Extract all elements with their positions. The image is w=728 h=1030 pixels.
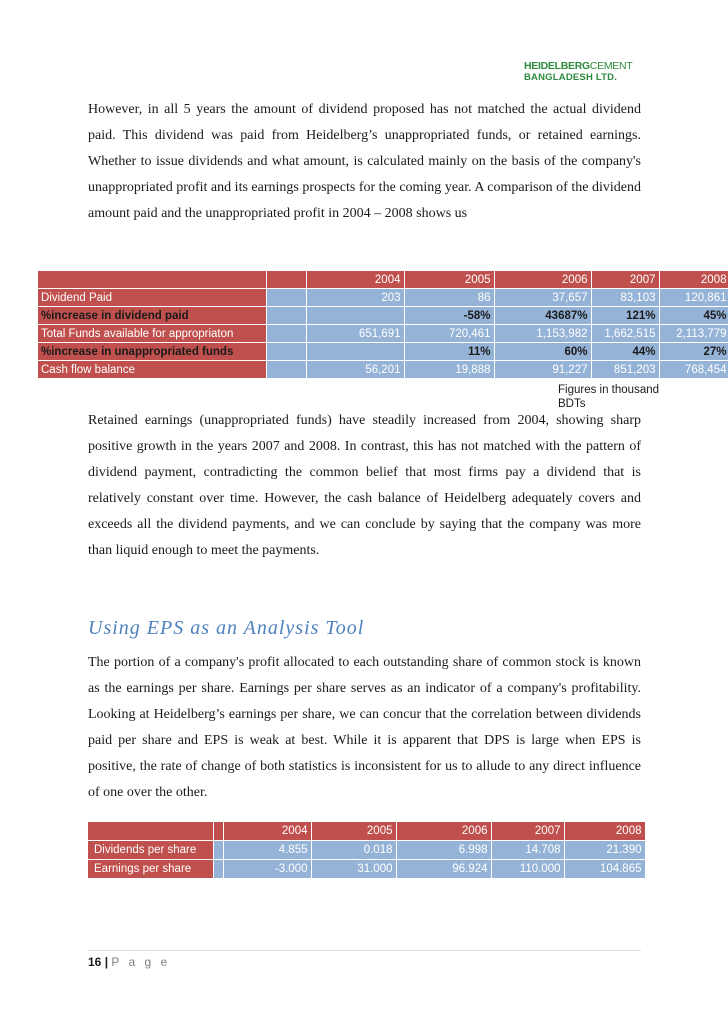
header-spacer bbox=[266, 271, 306, 289]
logo-line2: BANGLADESH LTD. bbox=[524, 72, 618, 83]
table-header-row bbox=[38, 271, 728, 289]
dividend-table bbox=[38, 271, 728, 379]
page-separator: | bbox=[104, 955, 109, 969]
table-cell: 44% bbox=[591, 343, 659, 361]
year-header: 2008 bbox=[659, 271, 728, 289]
table-cell: -58% bbox=[404, 307, 494, 325]
table-cell: 27% bbox=[659, 343, 728, 361]
table-cell: 6.998 bbox=[396, 841, 491, 860]
table-cell bbox=[306, 343, 404, 361]
table-cell: 720,461 bbox=[404, 325, 494, 343]
table-cell: 21.390 bbox=[564, 841, 645, 860]
paragraph-dividend-intro: However, in all 5 years the amount of dividend proposed has not matched the actual dividend paid. This dividend was paid from Heidelberg’s unappropriated funds, or retained earnings. Whether to issue dividends and what amount, is calculated mainly on the basis of the company's unappropriated profit and its earnings prospects for the coming year. A comparison of the dividend amount paid and the unappropriated profit in 2004 – 2008 shows us bbox=[88, 102, 641, 221]
year-header: 2004 bbox=[223, 822, 311, 841]
table-cell: 1,153,982 bbox=[494, 325, 591, 343]
table-cell: 19,888 bbox=[404, 361, 494, 379]
row-label: %increase in unappropriated funds bbox=[38, 343, 266, 361]
table-cell: 2,113,779 bbox=[659, 325, 728, 343]
company-logo bbox=[524, 61, 644, 83]
table-cell: 96.924 bbox=[396, 860, 491, 879]
year-header: 2006 bbox=[396, 822, 491, 841]
footer-divider bbox=[88, 950, 641, 951]
table-row bbox=[38, 361, 728, 379]
row-spacer bbox=[266, 289, 306, 307]
table-cell: 104.865 bbox=[564, 860, 645, 879]
table-cell: 121% bbox=[591, 307, 659, 325]
year-header: 2005 bbox=[311, 822, 396, 841]
row-spacer bbox=[213, 860, 223, 879]
row-label: Cash flow balance bbox=[38, 361, 266, 379]
table-cell: 14.708 bbox=[491, 841, 564, 860]
page-footer bbox=[88, 955, 170, 969]
table-cell: 651,691 bbox=[306, 325, 404, 343]
table-cell: 45% bbox=[659, 307, 728, 325]
table-cell: 56,201 bbox=[306, 361, 404, 379]
year-header: 2006 bbox=[494, 271, 591, 289]
row-label: Earnings per share bbox=[88, 860, 213, 879]
table-cell: 86 bbox=[404, 289, 494, 307]
table-cell: 110.000 bbox=[491, 860, 564, 879]
header-blank bbox=[38, 271, 266, 289]
table-row bbox=[38, 289, 728, 307]
logo-line1 bbox=[524, 61, 644, 72]
table-cell: 60% bbox=[494, 343, 591, 361]
table-row bbox=[38, 325, 728, 343]
table-cell: 91,227 bbox=[494, 361, 591, 379]
section-heading: Using EPS as an Analysis Tool bbox=[88, 617, 365, 639]
row-label: %increase in dividend paid bbox=[38, 307, 266, 325]
table-row bbox=[38, 343, 728, 361]
figures-note-line1: Figures in thousand bbox=[558, 384, 660, 396]
paragraph-retained-earnings: Retained earnings (unappropriated funds) have steadily increased from 2004, showing sharp positive growth in the years 2007 and 2008. In contrast, this has not matched with the pattern of dividend payment, contradicting the common belief that most firms pay a dividend that is relatively constant over time. However, the cash balance of Heidelberg adequately covers and exceeds all the dividend payments, and we can conclude by saying that the company was more than liquid enough to meet the payments. bbox=[88, 413, 641, 558]
header-blank bbox=[88, 822, 213, 841]
table-cell bbox=[306, 307, 404, 325]
figures-note bbox=[558, 383, 688, 411]
table-cell: 851,203 bbox=[591, 361, 659, 379]
logo-brand: HEIDELBERG bbox=[524, 60, 590, 72]
figures-note-line2: BDTs bbox=[558, 398, 586, 410]
eps-table bbox=[88, 822, 646, 879]
row-spacer bbox=[266, 343, 306, 361]
year-header: 2008 bbox=[564, 822, 645, 841]
logo-brand-suffix: CEMENT bbox=[589, 60, 633, 72]
table-cell: 43687% bbox=[494, 307, 591, 325]
table-cell: 37,657 bbox=[494, 289, 591, 307]
table-cell: 83,103 bbox=[591, 289, 659, 307]
row-spacer bbox=[266, 307, 306, 325]
table-header-row bbox=[88, 822, 645, 841]
row-spacer bbox=[266, 325, 306, 343]
year-header: 2007 bbox=[491, 822, 564, 841]
header-spacer bbox=[213, 822, 223, 841]
table-cell: 1,662,515 bbox=[591, 325, 659, 343]
table-row bbox=[88, 860, 645, 879]
table-cell: 11% bbox=[404, 343, 494, 361]
paragraph-eps: The portion of a company's profit allocated to each outstanding share of common stock is known as the earnings per share. Earnings per share serves as an indicator of a company's profitability. Looking at Heidelberg’s earnings per share, we can concur that the correlation between dividends paid per share and EPS is weak at best. While it is apparent that DPS is large when EPS is positive, the rate of change of both statistics is inconsistent for us to allude to any direct influence of one over the other. bbox=[88, 655, 641, 800]
table-cell: 203 bbox=[306, 289, 404, 307]
year-header: 2005 bbox=[404, 271, 494, 289]
table-row bbox=[88, 841, 645, 860]
page-word: P a g e bbox=[111, 955, 171, 969]
table-cell: 0.018 bbox=[311, 841, 396, 860]
table-cell: 31.000 bbox=[311, 860, 396, 879]
row-label: Dividend Paid bbox=[38, 289, 266, 307]
table-cell: 120,861 bbox=[659, 289, 728, 307]
table-cell: -3.000 bbox=[223, 860, 311, 879]
table-cell: 768,454 bbox=[659, 361, 728, 379]
year-header: 2004 bbox=[306, 271, 404, 289]
row-label: Total Funds available for appropriaton bbox=[38, 325, 266, 343]
row-spacer bbox=[213, 841, 223, 860]
row-spacer bbox=[266, 361, 306, 379]
page-number: 16 bbox=[88, 955, 102, 969]
year-header: 2007 bbox=[591, 271, 659, 289]
table-row bbox=[38, 307, 728, 325]
table-cell: 4.855 bbox=[223, 841, 311, 860]
row-label: Dividends per share bbox=[88, 841, 213, 860]
